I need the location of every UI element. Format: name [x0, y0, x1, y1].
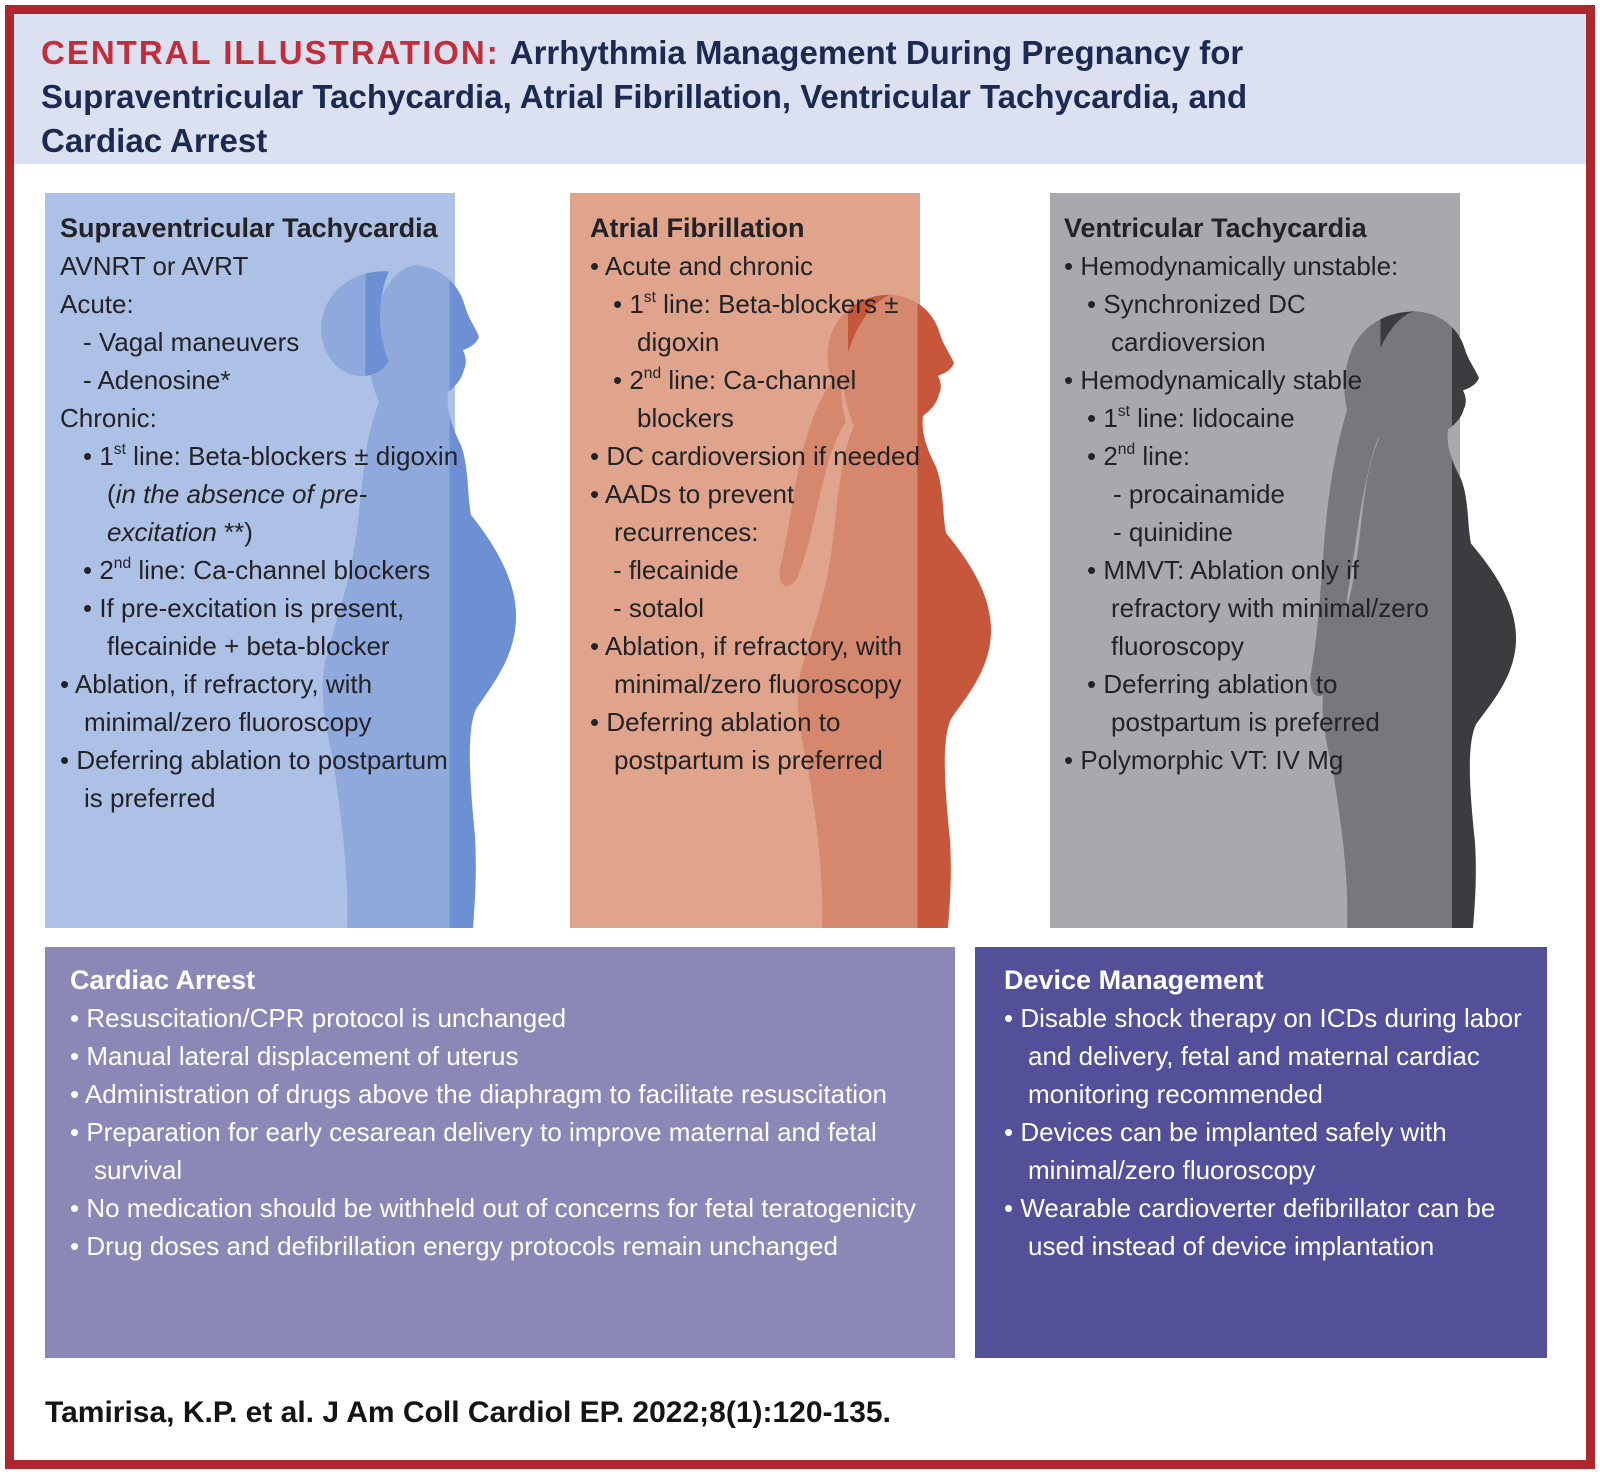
title-line-3: Cardiac Arrest: [41, 122, 268, 159]
list-item: - flecainide: [613, 555, 739, 585]
list-item: • MMVT: Ablation only if refractory with minimal/zero fluoroscopy: [1087, 555, 1429, 661]
list-item: • If pre-excitation is present, flecainide + beta-blocker: [83, 593, 405, 661]
list-item: • Polymorphic VT: IV Mg: [1064, 745, 1344, 775]
list-item: • Deferring ablation to postpartum is preferred: [1087, 669, 1380, 737]
title-line-1: [41, 31, 1556, 75]
vt-text-block: [1064, 209, 1464, 779]
svt-title: Supraventricular Tachycardia: [60, 213, 438, 243]
afib-text-block: [590, 209, 930, 779]
figure-header: [14, 14, 1586, 164]
figure-title: [14, 14, 1586, 163]
afib-list: [590, 247, 930, 779]
list-item: • 1st line: Beta-blockers ± digoxin (in the absence of pre-excitation **): [83, 440, 459, 547]
list-item: AVNRT or AVRT: [60, 251, 249, 281]
cardiac-arrest-list: [70, 999, 931, 1265]
list-item: • 2nd line: Ca-channel blockers: [83, 554, 431, 585]
list-item: • Ablation, if refractory, with minimal/zero fluoroscopy: [60, 669, 373, 737]
afib-title: Atrial Fibrillation: [590, 213, 805, 243]
list-item: • Acute and chronic: [590, 251, 814, 281]
vt-title: Ventricular Tachycardia: [1064, 213, 1367, 243]
list-item: - procainamide: [1113, 479, 1285, 509]
device-management-panel: [975, 947, 1547, 1358]
device-management-title: Device Management: [1004, 965, 1264, 995]
svt-list: [60, 247, 465, 817]
central-illustration-label: CENTRAL ILLUSTRATION:: [41, 34, 500, 71]
list-item: - Vagal maneuvers: [83, 327, 300, 357]
list-item: • Deferring ablation to postpartum is preferred: [60, 745, 448, 813]
list-item: • Resuscitation/CPR protocol is unchanged: [70, 1003, 567, 1033]
cardiac-arrest-panel: [45, 947, 955, 1358]
list-item: • Hemodynamically unstable:: [1064, 251, 1399, 281]
svt-text-block: [60, 209, 465, 817]
list-item: Chronic:: [60, 403, 157, 433]
vt-list: [1064, 247, 1464, 779]
cardiac-arrest-title: Cardiac Arrest: [70, 965, 256, 995]
list-item: • 1st line: Beta-blockers ± digoxin: [613, 288, 899, 357]
list-item: • Ablation, if refractory, with minimal/zero fluoroscopy: [590, 631, 903, 699]
list-item: • AADs to prevent recurrences:: [590, 479, 795, 547]
title-text-1: Arrhythmia Management During Pregnancy for: [509, 34, 1244, 71]
list-item: • 1st line: lidocaine: [1087, 402, 1295, 433]
list-item: • 2nd line:: [1087, 440, 1191, 471]
list-item: • Manual lateral displacement of uterus: [70, 1041, 519, 1071]
list-item: • Wearable cardioverter defibrillator can be used instead of device implantation: [1004, 1193, 1496, 1261]
list-item: • Synchronized DC cardioversion: [1087, 289, 1306, 357]
list-item: • Drug doses and defibrillation energy protocols remain unchanged: [70, 1231, 838, 1261]
device-management-list: [1004, 999, 1523, 1265]
list-item: • Disable shock therapy on ICDs during labor and delivery, fetal and maternal cardiac monitoring recommended: [1004, 1003, 1522, 1109]
list-item: • Devices can be implanted safely with minimal/zero fluoroscopy: [1004, 1117, 1447, 1185]
list-item: • Preparation for early cesarean delivery to improve maternal and fetal survival: [70, 1117, 877, 1185]
list-item: Acute:: [60, 289, 134, 319]
list-item: • No medication should be withheld out of concerns for fetal teratogenicity: [70, 1193, 916, 1223]
list-item: • 2nd line: Ca-channel blockers: [613, 364, 857, 433]
title-line-2: Supraventricular Tachycardia, Atrial Fibrillation, Ventricular Tachycardia, and: [41, 78, 1248, 115]
citation: Tamirisa, K.P. et al. J Am Coll Cardiol EP. 2022;8(1):120-135.: [45, 1396, 891, 1429]
list-item: • Hemodynamically stable: [1064, 365, 1363, 395]
list-item: - Adenosine*: [83, 365, 231, 395]
list-item: • Deferring ablation to postpartum is preferred: [590, 707, 883, 775]
list-item: - quinidine: [1113, 517, 1233, 547]
list-item: • Administration of drugs above the diaphragm to facilitate resuscitation: [70, 1079, 887, 1109]
list-item: • DC cardioversion if needed: [590, 441, 920, 471]
list-item: - sotalol: [613, 593, 705, 623]
